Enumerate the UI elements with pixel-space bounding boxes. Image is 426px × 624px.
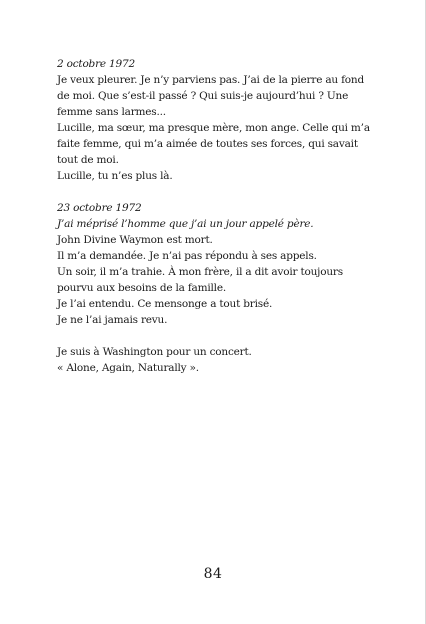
journal-entry-washington [57,344,377,376]
text-line: tout de moi. [57,154,119,166]
text-line: John Divine Waymon est mort. [57,234,213,246]
text-line: Je ne l’ai jamais revu. [57,314,168,326]
entry-date: 23 octobre 1972 [57,202,142,214]
journal-entry-23-october [57,200,377,328]
text-line: Je veux pleurer. Je n’y parviens pas. J’ai de la pierre au fond [57,74,364,86]
text-line: Il m’a demandée. Je n’ai pas répondu à ses appels. [57,250,317,262]
text-line: Je l’ai entendu. Ce mensonge a tout brisé. [57,298,273,310]
text-line: Je suis à Washington pour un concert. [57,346,252,358]
entry-subtitle: J’ai méprisé l’homme que j’ai un jour appelé père. [57,218,314,230]
journal-text [57,56,377,392]
text-line: pourvu aux besoins de la famille. [57,282,226,294]
text-line: « Alone, Again, Naturally ». [57,362,199,374]
page-number: 84 [203,566,223,582]
entry-date: 2 octobre 1972 [57,58,135,70]
text-line: Lucille, tu n’es plus là. [57,170,173,182]
text-line: femme sans larmes... [57,106,166,118]
journal-entry-2-october [57,56,377,184]
text-line: de moi. Que s’est-il passé ? Qui suis-je aujourd’hui ? Une [57,90,349,102]
text-line: Un soir, il m’a trahie. À mon frère, il a dit avoir toujours [57,266,343,278]
text-line: Lucille, ma sœur, ma presque mère, mon ange. Celle qui m’a [57,122,370,134]
text-line: faite femme, qui m’a aimée de toutes ses forces, qui savait [57,138,358,150]
